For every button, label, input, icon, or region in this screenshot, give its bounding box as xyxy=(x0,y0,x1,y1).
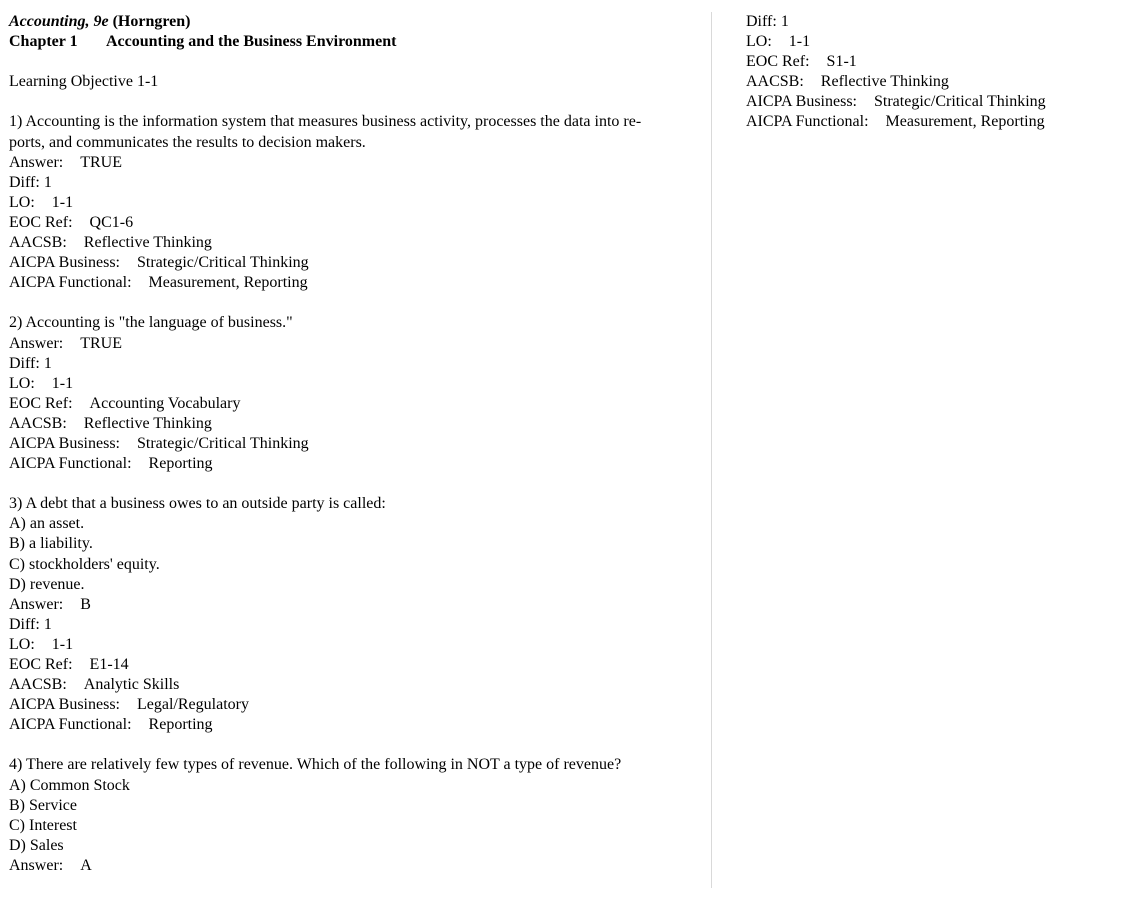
question-4-continued xyxy=(746,12,1116,133)
eoc-ref-line xyxy=(9,655,699,675)
option-d: D) Sales xyxy=(9,836,64,854)
diff-line xyxy=(9,173,699,193)
diff-label: Diff: xyxy=(9,615,40,633)
chapter-number: Chapter 1 xyxy=(9,33,78,51)
spacer xyxy=(9,52,699,72)
question-text: 2) Accounting is "the language of business." xyxy=(9,314,293,332)
diff-value: 1 xyxy=(43,173,52,191)
eoc-ref-value: S1-1 xyxy=(826,53,857,71)
answer-value: TRUE xyxy=(80,334,122,352)
aacsb-value: Reflective Thinking xyxy=(820,73,949,91)
question-3 xyxy=(9,494,699,735)
aacsb-label: AACSB: xyxy=(9,414,67,432)
aicpa-business-value: Strategic/Critical Thinking xyxy=(137,254,309,272)
aacsb-label: AACSB: xyxy=(9,234,67,252)
question-text: 1) Accounting is the information system that measures business activity, processes the data into re- xyxy=(9,113,642,131)
answer-line xyxy=(9,334,699,354)
aicpa-business-line xyxy=(9,695,699,715)
book-header xyxy=(9,12,699,32)
answer-label: Answer: xyxy=(9,595,64,613)
aacsb-line xyxy=(746,72,1116,92)
question-text: 4) There are relatively few types of revenue. Which of the following in NOT a type of revenue? xyxy=(9,756,622,774)
diff-label: Diff: xyxy=(9,354,40,372)
aacsb-label: AACSB: xyxy=(746,73,804,91)
eoc-ref-line xyxy=(9,213,699,233)
aacsb-value: Reflective Thinking xyxy=(83,414,212,432)
eoc-ref-value: Accounting Vocabulary xyxy=(89,394,241,412)
aicpa-business-value: Strategic/Critical Thinking xyxy=(137,434,309,452)
eoc-ref-label: EOC Ref: xyxy=(9,394,73,412)
lo-value: 1-1 xyxy=(788,33,811,51)
aicpa-functional-value: Measurement, Reporting xyxy=(148,274,308,292)
lo-label: LO: xyxy=(9,635,35,653)
aacsb-line xyxy=(9,675,699,695)
spacer xyxy=(9,735,699,755)
question-2 xyxy=(9,313,699,474)
diff-line xyxy=(9,354,699,374)
aicpa-business-value: Strategic/Critical Thinking xyxy=(874,93,1046,111)
eoc-ref-label: EOC Ref: xyxy=(9,213,73,231)
lo-value: 1-1 xyxy=(51,635,74,653)
spacer xyxy=(9,92,699,112)
aicpa-business-label: AICPA Business: xyxy=(746,93,857,111)
question-4 xyxy=(9,755,699,876)
column-divider xyxy=(711,12,712,888)
answer-label: Answer: xyxy=(9,153,64,171)
aicpa-functional-line xyxy=(746,112,1116,132)
eoc-ref-value: E1-14 xyxy=(89,656,129,673)
answer-line xyxy=(9,595,699,615)
lo-line xyxy=(9,374,699,394)
lo-label: LO: xyxy=(746,33,772,51)
book-author: (Horngren) xyxy=(112,13,191,30)
option-d: D) revenue. xyxy=(9,575,85,593)
aacsb-line xyxy=(9,414,699,434)
diff-value: 1 xyxy=(43,354,52,372)
lo-label: LO: xyxy=(9,193,35,211)
answer-label: Answer: xyxy=(9,334,64,352)
option-b: B) a liability. xyxy=(9,535,93,553)
aicpa-functional-value: Reporting xyxy=(148,455,213,473)
chapter-header xyxy=(9,32,699,52)
aicpa-functional-value: Measurement, Reporting xyxy=(885,113,1045,131)
question-1 xyxy=(9,112,699,293)
answer-value: B xyxy=(80,595,91,613)
eoc-ref-label: EOC Ref: xyxy=(9,656,73,673)
eoc-ref-line xyxy=(746,52,1116,72)
question-text-continued: ports, and communicates the results to decision makers. xyxy=(9,133,366,151)
spacer xyxy=(9,293,699,313)
answer-value: TRUE xyxy=(80,153,122,171)
aicpa-functional-label: AICPA Functional: xyxy=(9,716,132,734)
spacer xyxy=(9,474,699,494)
aicpa-functional-value: Reporting xyxy=(148,716,213,734)
option-c: C) Interest xyxy=(9,816,77,834)
option-a: A) Common Stock xyxy=(9,776,130,794)
diff-value: 1 xyxy=(43,615,52,633)
aicpa-business-line xyxy=(9,253,699,273)
aicpa-business-label: AICPA Business: xyxy=(9,434,120,452)
eoc-ref-label: EOC Ref: xyxy=(746,53,810,71)
option-c: C) stockholders' equity. xyxy=(9,555,160,573)
aicpa-functional-label: AICPA Functional: xyxy=(746,113,869,131)
aicpa-functional-label: AICPA Functional: xyxy=(9,455,132,473)
lo-line xyxy=(9,193,699,213)
aacsb-label: AACSB: xyxy=(9,676,67,694)
diff-label: Diff: xyxy=(746,13,777,30)
answer-line xyxy=(9,856,699,876)
aicpa-functional-line xyxy=(9,454,699,474)
learning-objective: Learning Objective 1-1 xyxy=(9,73,159,91)
eoc-ref-value: QC1-6 xyxy=(89,213,134,231)
diff-line xyxy=(9,615,699,635)
question-text: 3) A debt that a business owes to an outside party is called: xyxy=(9,495,386,513)
aacsb-value: Reflective Thinking xyxy=(83,234,212,252)
answer-value: A xyxy=(80,856,92,874)
aicpa-business-label: AICPA Business: xyxy=(9,696,120,714)
diff-label: Diff: xyxy=(9,173,40,191)
diff-line xyxy=(746,12,1116,32)
aicpa-business-line xyxy=(746,92,1116,112)
aicpa-business-value: Legal/Regulatory xyxy=(137,696,249,714)
aacsb-value: Analytic Skills xyxy=(83,676,180,694)
left-column xyxy=(9,12,699,876)
eoc-ref-line xyxy=(9,394,699,414)
aicpa-business-line xyxy=(9,434,699,454)
lo-line xyxy=(9,635,699,655)
diff-value: 1 xyxy=(780,13,789,30)
answer-label: Answer: xyxy=(9,856,64,874)
option-b: B) Service xyxy=(9,796,77,814)
lo-label: LO: xyxy=(9,374,35,392)
aicpa-functional-label: AICPA Functional: xyxy=(9,274,132,292)
aicpa-business-label: AICPA Business: xyxy=(9,254,120,272)
chapter-title: Accounting and the Business Environment xyxy=(106,33,397,51)
right-column xyxy=(746,12,1116,133)
aicpa-functional-line xyxy=(9,715,699,735)
lo-value: 1-1 xyxy=(51,193,74,211)
option-a: A) an asset. xyxy=(9,515,85,533)
aacsb-line xyxy=(9,233,699,253)
answer-line xyxy=(9,153,699,173)
lo-line xyxy=(746,32,1116,52)
aicpa-functional-line xyxy=(9,273,699,293)
book-title: Accounting, 9e xyxy=(9,13,109,30)
lo-value: 1-1 xyxy=(51,374,74,392)
